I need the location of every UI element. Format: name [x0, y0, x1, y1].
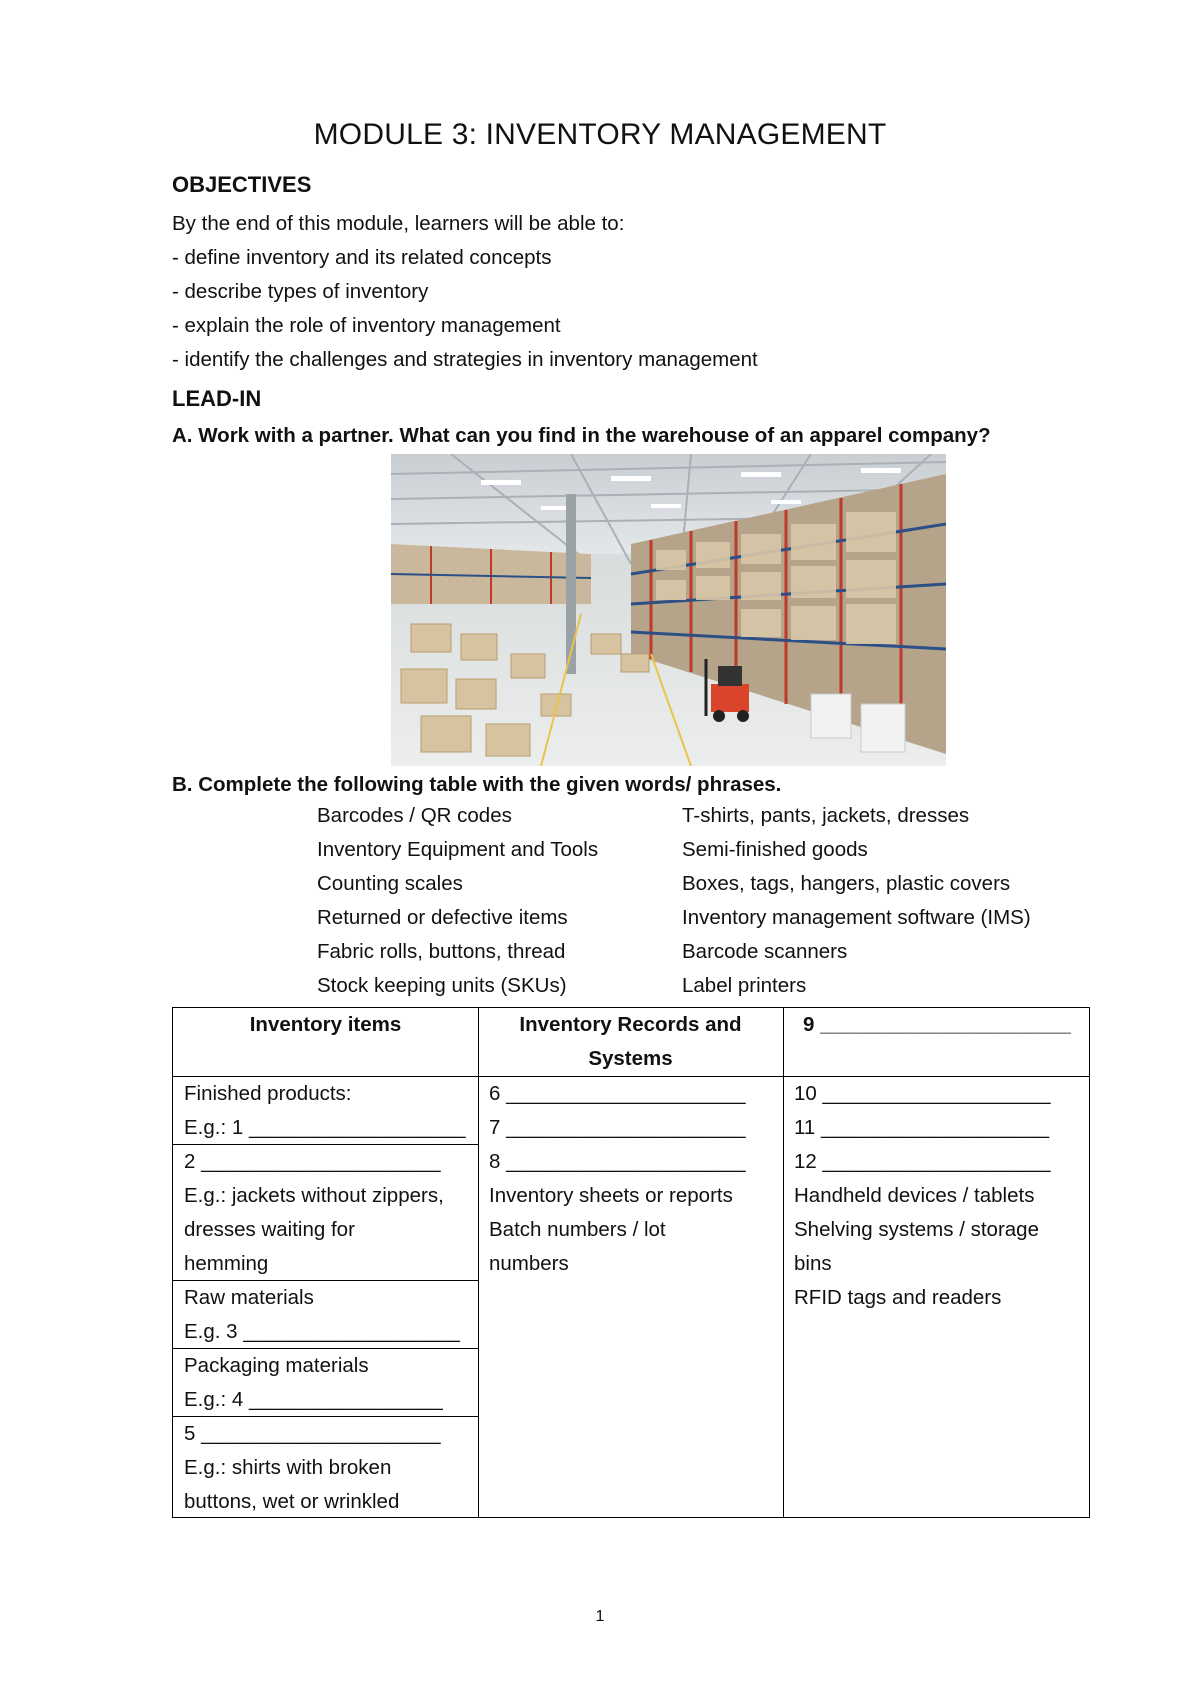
table-divider [783, 1008, 784, 1517]
objectives-heading: OBJECTIVES [172, 172, 312, 197]
table-header-records-line2: Systems [588, 1047, 673, 1070]
word-bank-item: Inventory management software (IMS) [682, 906, 1031, 929]
word-bank-item: T-shirts, pants, jackets, dresses [682, 804, 970, 827]
warehouse-photo [391, 454, 946, 766]
table-cell: Finished products: [184, 1082, 352, 1105]
table-cell: RFID tags and readers [794, 1286, 1002, 1309]
inventory-table [172, 1007, 1090, 1518]
objective-item: - describe types of inventory [172, 280, 429, 303]
table-cell: 7 _____________________ [489, 1116, 746, 1139]
objective-item: - explain the role of inventory management [172, 314, 561, 337]
table-cell: 12 ____________________ [794, 1150, 1051, 1173]
table-divider [478, 1008, 479, 1517]
word-bank-item: Returned or defective items [317, 906, 568, 929]
objective-item: - identify the challenges and strategies in inventory management [172, 348, 758, 371]
table-cell: 2 _____________________ [184, 1150, 441, 1173]
word-bank-item: Barcodes / QR codes [317, 804, 512, 827]
table-cell: hemming [184, 1252, 269, 1275]
table-cell: E.g. 3 ___________________ [184, 1320, 460, 1343]
word-bank-item: Semi-finished goods [682, 838, 868, 861]
table-cell: buttons, wet or wrinkled [184, 1490, 400, 1513]
table-cell: numbers [489, 1252, 569, 1275]
table-header-inventory-items: Inventory items [249, 1013, 402, 1036]
table-cell: E.g.: 4 _________________ [184, 1388, 443, 1411]
leadin-heading: LEAD-IN [172, 386, 262, 411]
word-bank [317, 804, 1117, 1008]
word-bank-item: Counting scales [317, 872, 463, 895]
task-b-instruction: B. Complete the following table with the given words/ phrases. [172, 773, 782, 796]
table-cell: bins [794, 1252, 832, 1275]
table-cell: E.g.: shirts with broken [184, 1456, 392, 1479]
word-bank-item: Label printers [682, 974, 807, 997]
table-cell: 8 _____________________ [489, 1150, 746, 1173]
table-cell: E.g.: 1 ___________________ [184, 1116, 466, 1139]
page-number: 1 [595, 1608, 605, 1625]
word-bank-item: Boxes, tags, hangers, plastic covers [682, 872, 1011, 895]
table-cell: Batch numbers / lot [489, 1218, 666, 1241]
table-cell: 6 _____________________ [489, 1082, 746, 1105]
table-cell: E.g.: jackets without zippers, [184, 1184, 444, 1207]
table-cell: Shelving systems / storage [794, 1218, 1039, 1241]
word-bank-item: Inventory Equipment and Tools [317, 838, 599, 861]
table-cell: 5 _____________________ [184, 1422, 441, 1445]
table-header-records: Inventory Records and [519, 1013, 742, 1036]
table-cell: 10 ____________________ [794, 1082, 1051, 1105]
table-cell: Inventory sheets or reports [489, 1184, 733, 1207]
word-bank-item: Barcode scanners [682, 940, 848, 963]
table-cell: Packaging materials [184, 1354, 369, 1377]
table-cell: dresses waiting for [184, 1218, 355, 1241]
table-header-blank-9: 9 ______________________ [803, 1013, 1071, 1036]
word-bank-item: Fabric rolls, buttons, thread [317, 940, 566, 963]
objective-item: - define inventory and its related concepts [172, 246, 552, 269]
table-cell: Raw materials [184, 1286, 314, 1309]
table-cell: Handheld devices / tablets [794, 1184, 1035, 1207]
task-a-instruction: A. Work with a partner. What can you find in the warehouse of an apparel company? [172, 424, 991, 447]
module-title: MODULE 3: INVENTORY MANAGEMENT [313, 118, 887, 151]
objectives-intro: By the end of this module, learners will be able to: [172, 212, 625, 235]
table-cell: 11 ____________________ [794, 1116, 1049, 1139]
word-bank-item: Stock keeping units (SKUs) [317, 974, 567, 997]
